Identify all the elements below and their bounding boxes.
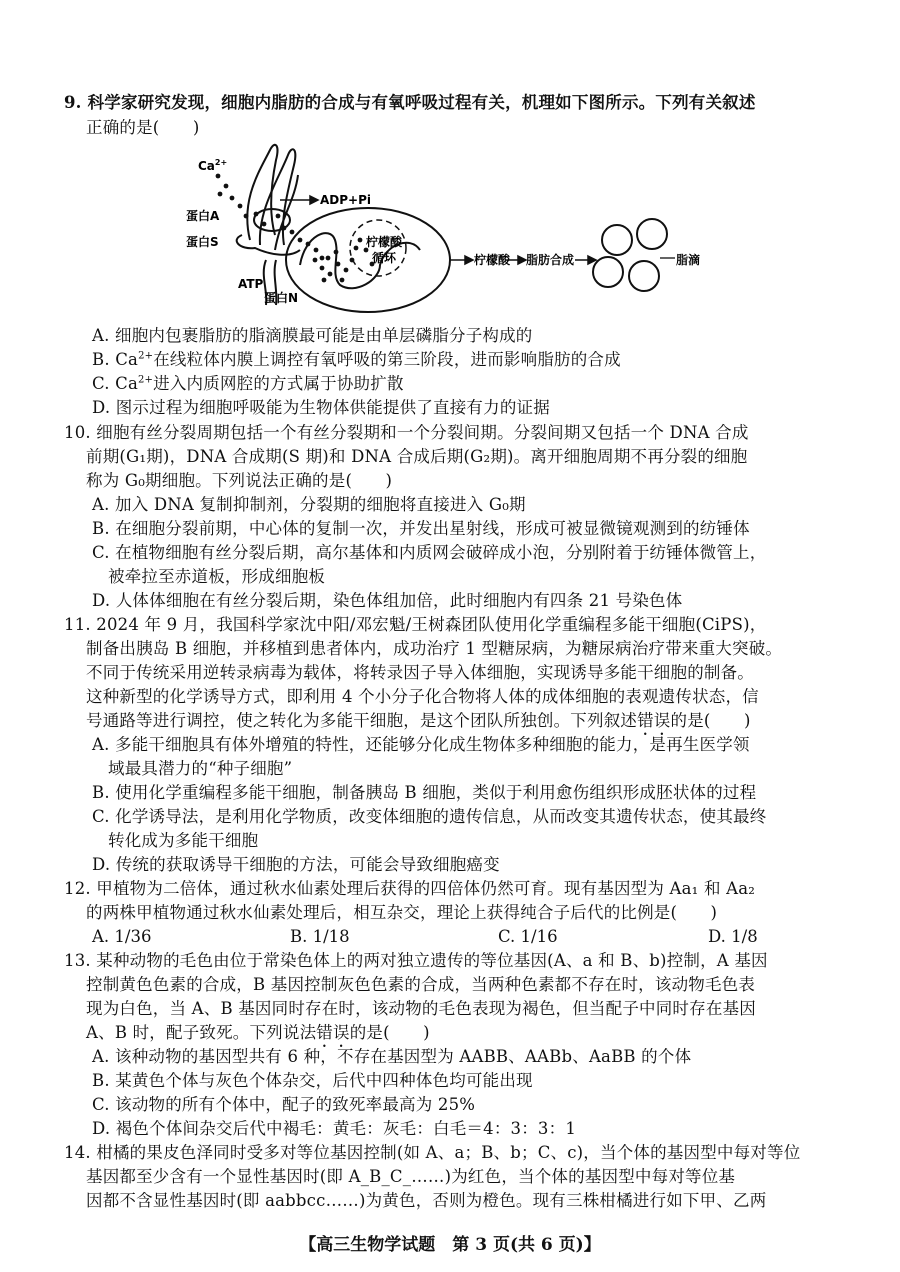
q9-stem-line1: 9. 科学家研究发现，细胞内脂肪的合成与有氧呼吸过程有关，机理如下图所示。下列有关叙述 <box>64 93 756 112</box>
q9-stem-line2: 正确的是( ) <box>86 118 200 137</box>
q10-stem-line2: 前期(G₁期)，DNA 合成期(S 期)和 DNA 合成后期(G₂期)。离开细胞周期不再分裂的细胞 <box>86 447 748 466</box>
q11-stem-line1: 11. 2024 年 9 月，我国科学家沈中阳/邓宏魁/王树森团队使用化学重编程多能干细胞(CiPS)， <box>64 615 767 634</box>
q11-stem-line4: 这种新型的化学诱导方式，即利用 4 个小分子化合物将人体的成体细胞的表观遗传状态，信 <box>86 687 759 706</box>
q12-options <box>0 926 900 948</box>
q9-option-d: D. 图示过程为细胞呼吸能为生物体供能提供了直接有力的证据 <box>92 398 550 417</box>
q12-option-a: A. 1/36 <box>92 927 152 946</box>
q14-stem-line2: 基因都至少含有一个显性基因时(即 A_B_C_……)为红色，当个体的基因型中每对等位基 <box>86 1167 736 1186</box>
q11-stem-line2: 制备出胰岛 B 细胞，并移植到患者体内，成功治疗 1 型糖尿病，为糖尿病治疗带来重大突破。 <box>86 639 783 658</box>
q10-option-a: A. 加入 DNA 复制抑制剂，分裂期的细胞将直接进入 G₀期 <box>92 495 526 514</box>
fig-tca-label-2: 循环 <box>372 251 397 265</box>
page-footer: 【高三生物学试题 第 3 页(共 6 页)】 <box>299 1235 601 1255</box>
q13-option-b: B. 某黄色个体与灰色个体杂交，后代中四种体色均可能出现 <box>92 1071 533 1090</box>
fig-ca-label: $Ca^{2+}$ <box>198 158 228 173</box>
q10-option-b: B. 在细胞分裂前期，中心体的复制一次，并发出星射线，形成可被显微镜观测到的纺锤体 <box>92 519 750 538</box>
fig-atp-label: ATP <box>238 277 264 291</box>
fig-citrate-label: 柠檬酸 <box>474 253 511 267</box>
fig-adp-label: ADP+Pi <box>320 193 372 207</box>
q13-option-c: C. 该动物的所有个体中，配子的致死率最高为 25% <box>92 1095 476 1114</box>
q11-stem-line3: 不同于传统采用逆转录病毒为载体，将转录因子导入体细胞，实现诱导多能干细胞的制备。 <box>86 663 754 682</box>
q9-option-c: C. $Ca^{2+}$进入内质网腔的方式属于协助扩散 <box>92 374 404 393</box>
q10-option-c-line1: C. 在植物细胞有丝分裂后期，高尔基体和内质网会破碎成小泡，分别附着于纺锤体微管上， <box>92 543 767 562</box>
q13-stem-line4: A、B 时，配子致死。下列说法错误的是( ) <box>86 1023 430 1042</box>
fig-protein-a-label: 蛋白A <box>186 209 220 223</box>
q10-stem-line3: 称为 G₀期细胞。下列说法正确的是( ) <box>86 471 393 490</box>
q12-option-b: B. 1/18 <box>290 927 350 946</box>
q10-option-d: D. 人体体细胞在有丝分裂后期，染色体组加倍，此时细胞内有四条 21 号染色体 <box>92 591 683 610</box>
fig-tca-label-1: 柠檬酸 <box>366 235 403 249</box>
q9-option-a: A. 细胞内包裹脂肪的脂滴膜最可能是由单层磷脂分子构成的 <box>92 326 533 345</box>
q11-option-a-line1: A. 多能干细胞具有体外增殖的特性，还能够分化成生物体多种细胞的能力，是再生医学领 <box>92 735 750 754</box>
q12-option-c: C. 1/16 <box>498 927 558 946</box>
fig-protein-n-label: 蛋白N <box>264 291 299 305</box>
fig-lipid-droplet-label: 脂滴 <box>676 253 701 267</box>
q10-stem-line1: 10. 细胞有丝分裂周期包括一个有丝分裂期和一个分裂间期。分裂间期又包括一个 DNA 合成 <box>64 423 749 442</box>
q13-stem-line2: 控制黄色色素的合成，B 基因控制灰色色素的合成，当两种色素都不存在时，该动物毛色表 <box>86 975 756 994</box>
q12-stem-line1: 12. 甲植物为二倍体，通过秋水仙素处理后获得的四倍体仍然可育。现有基因型为 Aa₁ 和 Aa₂ <box>64 879 756 898</box>
fig-fat-synthesis-label: 脂肪合成 <box>526 253 575 267</box>
q9-figure <box>180 140 740 330</box>
q14-stem-line3: 因都不含显性基因时(即 aabbcc……)为黄色，否则为橙色。现有三株柑橘进行如下甲、乙两 <box>86 1191 767 1210</box>
q11-option-b: B. 使用化学重编程多能干细胞，制备胰岛 B 细胞，类似于利用愈伤组织形成胚状体的过程 <box>92 783 757 802</box>
q13-stem-line1: 13. 某种动物的毛色由位于常染色体上的两对独立遗传的等位基因(A、a 和 B、b)控制，A 基因 <box>64 951 768 970</box>
q13-option-d: D. 褐色个体间杂交后代中褐毛：黄毛：灰毛：白毛＝4：3：3：1 <box>92 1119 577 1138</box>
q11-option-c-line2: 转化成为多能干细胞 <box>108 831 259 850</box>
q11-stem-line5: 号通路等进行调控，使之转化为多能干细胞，是这个团队所独创。下列叙述错误的是( ) <box>86 711 751 730</box>
q12-stem-line2: 的两株甲植物通过秋水仙素处理后，相互杂交，理论上获得纯合子后代的比例是( ) <box>86 903 718 922</box>
q14-stem-line1: 14. 柑橘的果皮色泽同时受多对等位基因控制(如 A、a；B、b；C、c)，当个体的基因型中每对等位 <box>64 1143 801 1162</box>
q13-option-a: A. 该种动物的基因型共有 6 种，不存在基因型为 AABB、AABb、AaBB 的个体 <box>92 1047 692 1066</box>
q10-option-c-line2: 被牵拉至赤道板，形成细胞板 <box>108 567 326 586</box>
q12-option-d: D. 1/8 <box>708 927 758 946</box>
q13-stem-line3: 现为白色，当 A、B 基因同时存在时，该动物的毛色表现为褐色，但当配子中同时存在基因 <box>86 999 756 1018</box>
q9-option-b: B. $Ca^{2+}$在线粒体内膜上调控有氧呼吸的第三阶段，进而影响脂肪的合成 <box>92 350 621 369</box>
q11-option-d: D. 传统的获取诱导干细胞的方法，可能会导致细胞癌变 <box>92 855 500 874</box>
fig-protein-s-label: 蛋白S <box>186 235 219 249</box>
q11-option-c-line1: C. 化学诱导法，是利用化学物质，改变体细胞的遗传信息，从而改变其遗传状态，使其最终 <box>92 807 767 826</box>
q11-option-a-line2: 域最具潜力的“种子细胞” <box>108 759 293 778</box>
